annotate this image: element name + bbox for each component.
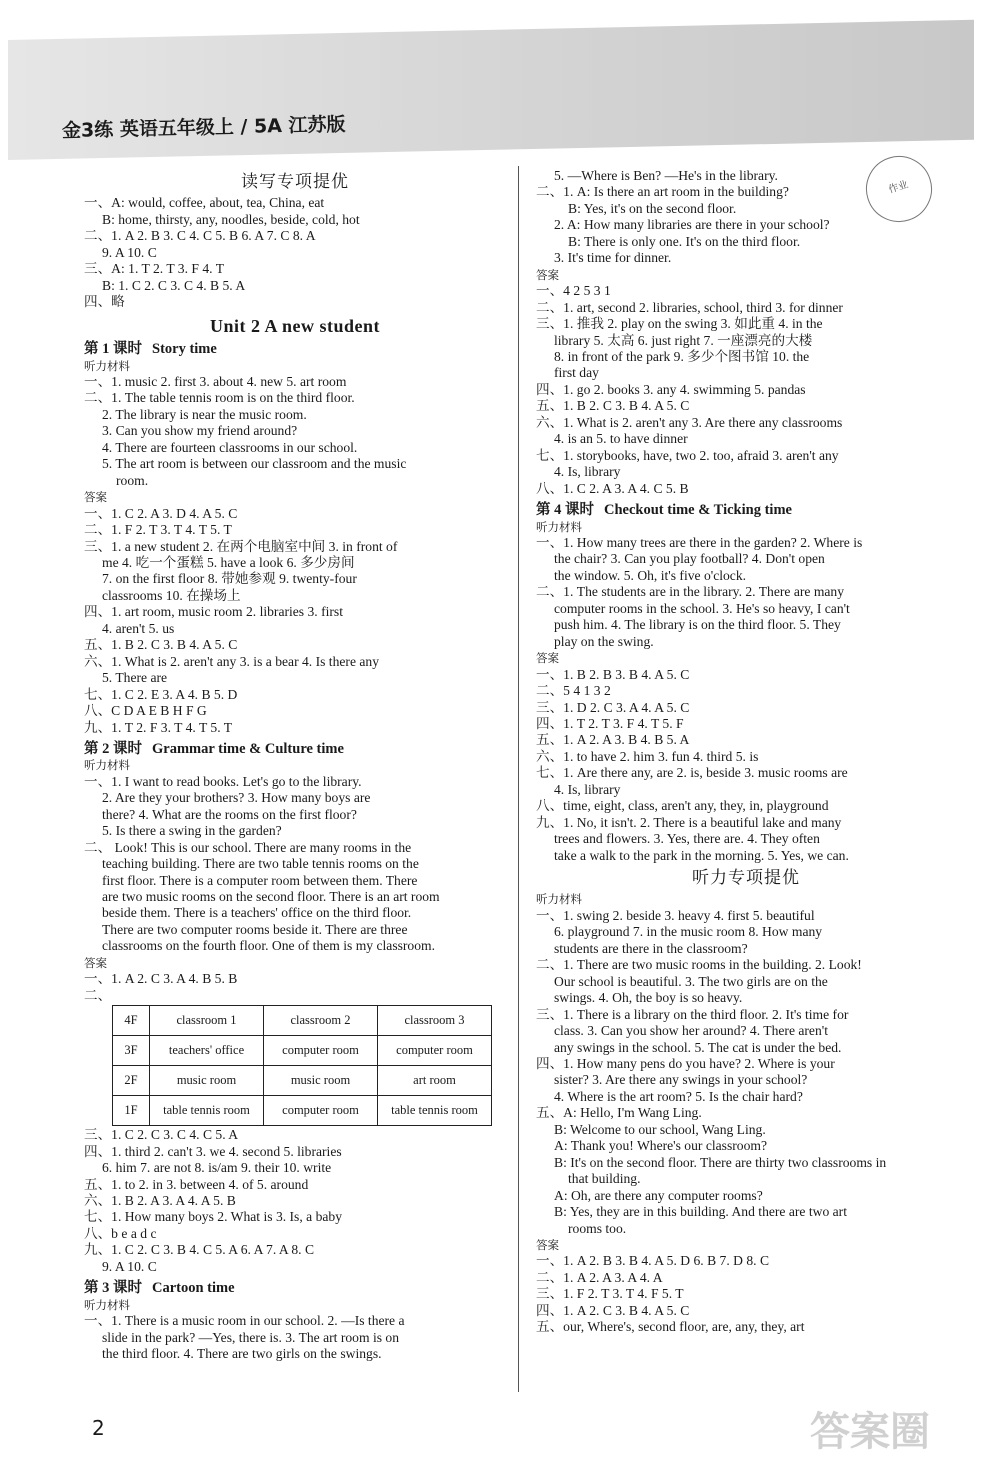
room-cell: classroom 1 — [150, 1006, 264, 1036]
subsection-label: 听力材料 — [536, 519, 582, 534]
text-line: 5. —Where is Ben? —He's in the library. — [554, 168, 778, 183]
text-line: 四、1. third 2. can't 3. we 4. second 5. libraries — [84, 1143, 342, 1159]
text-line: 4. aren't 5. us — [102, 620, 175, 636]
text-line: 一、1. How many trees are there in the garden? 2. Where is — [536, 534, 863, 550]
text-line: 五、1. A 2. A 3. B 4. B 5. A — [536, 732, 690, 748]
text-line: 4. Where is the art room? 5. Is the chair hard? — [554, 1088, 803, 1104]
text-line: first floor. There is a computer room between them. There — [102, 872, 418, 888]
floor-label: 3F — [113, 1036, 150, 1066]
text-line: B: home, thirsty, any, noodles, beside, cold, hot — [102, 211, 360, 227]
text-line: 4. Is, library — [554, 464, 621, 480]
text-line: take a walk to the park in the morning. 5. Yes, we can. — [554, 847, 849, 863]
text-line: 一、1. I want to read books. Let's go to the library. — [84, 773, 362, 789]
text-line: Our school is beautiful. 3. The two girls are on the — [554, 973, 828, 989]
room-cell: music room — [150, 1066, 264, 1096]
lesson-title: Story time — [152, 341, 217, 358]
text-line: the window. 5. Oh, it's five o'clock. — [554, 567, 747, 583]
text-line: class. 3. Can you show her around? 4. There aren't — [554, 1023, 828, 1039]
lesson-number: 第 3 课时 — [84, 1280, 142, 1297]
text-line: 2. The library is near the music room. — [102, 406, 307, 422]
text-line: 四、1. go 2. books 3. any 4. swimming 5. pandas — [536, 381, 806, 397]
lesson-heading — [84, 1280, 506, 1296]
text-line: 九、1. T 2. F 3. T 4. T 5. T — [84, 719, 233, 735]
text-line: 2. A: How many libraries are there in your school? — [554, 217, 830, 233]
text-line: B: 1. C 2. C 3. C 4. B 5. A — [102, 277, 246, 293]
text-line: 九、1. C 2. C 3. B 4. C 5. A 6. A 7. A 8. C — [84, 1242, 315, 1258]
text-line: 5. Is there a swing in the garden? — [102, 823, 282, 839]
column-divider — [518, 166, 519, 1392]
text-line: 9. A 10. C — [102, 244, 157, 260]
text-line: 六、1. What is 2. aren't any 3. is a bear 4. Is there any — [84, 653, 380, 669]
text-line: 七、1. storybooks, have, two 2. too, afraid 3. aren't any — [536, 447, 839, 463]
text-line: library 5. 太高 6. just right 7. 一座漂亮的大楼 — [554, 332, 813, 348]
text-line: 4. There are fourteen classrooms in our school. — [102, 439, 358, 455]
text-line: slide in the park? —Yes, there is. 3. The art room is on — [102, 1329, 400, 1345]
text-line: 三、1. F 2. T 3. T 4. F 5. T — [536, 1286, 684, 1302]
text-line: There are two computer rooms beside it. There are three — [102, 921, 408, 937]
text-line: teaching building. There are two table tennis rooms on the — [102, 856, 419, 872]
text-line: 八、C D A E B H F G — [84, 703, 207, 719]
text-line: 4. Is, library — [554, 781, 621, 797]
text-line: 二、1. The table tennis room is on the third floor. — [84, 390, 355, 406]
floor-label: 2F — [113, 1066, 150, 1096]
floor-label: 4F — [113, 1006, 150, 1036]
text-line: 二、1. A: Is there an art room in the building? — [536, 184, 789, 200]
table-row — [113, 1036, 492, 1066]
lesson-heading — [84, 341, 506, 357]
text-line: play on the swing. — [554, 633, 654, 649]
text-line: B: Welcome to our school, Wang Ling. — [554, 1121, 766, 1137]
text-line: students are there in the classroom? — [554, 940, 748, 956]
text-line: 6. playground 7. in the music room 8. How many — [554, 924, 823, 940]
table-row — [113, 1066, 492, 1096]
subsection-label: 听力材料 — [84, 358, 130, 373]
text-line: B: Yes, it's on the second floor. — [568, 200, 737, 216]
room-cell: table tennis room — [150, 1096, 264, 1126]
table-row — [113, 1096, 492, 1126]
text-line: 二、 — [84, 987, 112, 1003]
text-line: beside them. There is a teachers' office on the third floor. — [102, 905, 412, 921]
text-line: there? 4. What are the rooms on the first floor? — [102, 806, 357, 822]
text-line: B: Yes, they are in this building. And there are two art — [554, 1204, 847, 1220]
text-line: the third floor. 4. There are two girls on the swings. — [102, 1346, 382, 1362]
text-line: 五、1. to 2. in 3. between 4. of 5. around — [84, 1176, 309, 1192]
text-line: are two music rooms on the second floor. There is an art room — [102, 889, 440, 905]
text-line: A: Oh, are there any computer rooms? — [554, 1187, 763, 1203]
right-column — [536, 168, 956, 1336]
lesson-title: Cartoon time — [152, 1280, 235, 1297]
subsection-label: 答案 — [84, 490, 107, 505]
text-line: push him. 4. The library is on the third floor. 5. They — [554, 617, 841, 633]
lesson-title: Grammar time & Culture time — [152, 740, 344, 757]
subsection-label: 答案 — [84, 955, 107, 970]
text-line: 3. Can you show my friend around? — [102, 423, 298, 439]
text-line: 5. The art room is between our classroom and the music — [102, 456, 407, 472]
text-line: 二、1. A 2. B 3. C 4. C 5. B 6. A 7. C 8. A — [84, 228, 316, 244]
room-cell: classroom 3 — [378, 1006, 492, 1036]
text-line: 八、b e a d c — [84, 1225, 157, 1241]
text-line: 3. It's time for dinner. — [554, 250, 672, 266]
text-line: 一、1. A 2. B 3. B 4. A 5. D 6. B 7. D 8. C — [536, 1253, 770, 1269]
section-title: 听力专项提优 — [692, 868, 800, 889]
text-line: swings. 4. Oh, the boy is so heavy. — [554, 990, 743, 1006]
text-line: 七、1. Are there any, are 2. is, beside 3. music rooms are — [536, 765, 848, 781]
text-line: 三、1. 推我 2. play on the swing 3. 如此重 4. in the — [536, 316, 823, 332]
text-line: trees and flowers. 3. Yes, there are. 4. They often — [554, 831, 820, 847]
room-cell: computer room — [264, 1036, 378, 1066]
subsection-label: 答案 — [536, 1238, 559, 1252]
text-line: 三、A: 1. T 2. T 3. F 4. T — [84, 261, 224, 277]
text-line: B: There is only one. It's on the third floor. — [568, 233, 801, 249]
text-line: 一、1. swing 2. beside 3. heavy 4. first 5. beautiful — [536, 907, 815, 923]
watermark-logo: 答案圈 — [810, 1409, 930, 1455]
room-cell: teachers' office — [150, 1036, 264, 1066]
text-line: 5. There are — [102, 670, 168, 686]
text-line: 五、1. B 2. C 3. B 4. A 5. C — [536, 398, 690, 414]
room-cell: classroom 2 — [264, 1006, 378, 1036]
text-line: sister? 3. Are there any swings in your school? — [554, 1072, 808, 1088]
text-line: 2. Are they your brothers? 3. How many boys are — [102, 790, 371, 806]
text-line: 六、1. to have 2. him 3. fun 4. third 5. is — [536, 748, 759, 764]
text-line: me 4. 吃一个蛋糕 5. have a look 6. 多少房间 — [102, 554, 355, 570]
room-cell: computer room — [264, 1096, 378, 1126]
text-line: classrooms on the fourth floor. One of them is my classroom. — [102, 938, 435, 954]
unit-title: Unit 2 A new student — [209, 315, 381, 336]
text-line: B: It's on the second floor. There are thirty two classrooms in — [554, 1154, 887, 1170]
lesson-heading — [84, 741, 506, 757]
book-title: 金3练 英语五年级上 / 5A 江苏版 — [61, 113, 346, 142]
left-column — [84, 168, 506, 1363]
text-line: 五、1. B 2. C 3. B 4. A 5. C — [84, 637, 238, 653]
text-line: 七、1. C 2. E 3. A 4. B 5. D — [84, 686, 238, 702]
text-line: 六、1. B 2. A 3. A 4. A 5. B — [84, 1193, 236, 1209]
subsection-label: 听力材料 — [536, 892, 582, 907]
text-line: computer rooms in the school. 3. He's so heavy, I can't — [554, 600, 850, 616]
text-line: 三、1. There is a library on the third floor. 2. It's time for — [536, 1006, 849, 1022]
page-number: 2 — [92, 1416, 105, 1440]
lesson-number: 第 1 课时 — [84, 341, 142, 358]
text-line: 六、1. What is 2. aren't any 3. Are there any classrooms — [536, 414, 843, 430]
text-line: 二、5 4 1 3 2 — [536, 683, 611, 699]
text-line: 八、1. C 2. A 3. A 4. C 5. B — [536, 480, 689, 496]
text-line: 4. is an 5. to have dinner — [554, 431, 688, 447]
text-line: 7. on the first floor 8. 带她参观 9. twenty-four — [102, 571, 357, 587]
text-line: 二、1. There are two music rooms in the building. 2. Look! — [536, 957, 862, 973]
text-line: 二、1. A 2. A 3. A 4. A — [536, 1269, 663, 1285]
subsection-label: 答案 — [536, 267, 559, 282]
homework-stamp: 作业 — [857, 147, 940, 230]
lesson-heading — [536, 502, 956, 518]
text-line: room. — [116, 472, 149, 488]
lesson-number: 第 4 课时 — [536, 502, 594, 519]
text-line: any swings in the school. 5. The cat is under the bed. — [554, 1039, 842, 1055]
text-line: 一、1. There is a music room in our school. 2. —Is there a — [84, 1313, 405, 1329]
section-title: 读写专项提优 — [241, 172, 349, 192]
room-cell: music room — [264, 1066, 378, 1096]
lesson-number: 第 2 课时 — [84, 740, 142, 757]
text-line: 三、1. a new student 2. 在两个电脑室中间 3. in front of — [84, 538, 398, 554]
text-line: rooms too. — [568, 1220, 627, 1236]
text-line: 七、1. How many boys 2. What is 3. Is, a baby — [84, 1209, 343, 1225]
text-line: 二、1. art, second 2. libraries, school, third 3. for dinner — [536, 299, 843, 315]
room-cell: table tennis room — [378, 1096, 492, 1126]
text-line: 三、1. D 2. C 3. A 4. A 5. C — [536, 699, 690, 715]
text-line: 一、1. B 2. B 3. B 4. A 5. C — [536, 666, 690, 682]
text-line: 八、time, eight, class, aren't any, they, in, playground — [536, 798, 829, 814]
text-line: first day — [554, 365, 599, 381]
text-line: 一、A: would, coffee, about, tea, China, eat — [84, 195, 325, 211]
text-line: 一、4 2 5 3 1 — [536, 283, 611, 299]
table-row — [113, 1006, 492, 1036]
floor-label: 1F — [113, 1096, 150, 1126]
floor-plan-table — [112, 1005, 492, 1126]
text-line: 四、1. How many pens do you have? 2. Where is your — [536, 1056, 835, 1072]
text-line: that building. — [568, 1171, 641, 1187]
text-line: 二、1. The students are in the library. 2. There are many — [536, 584, 845, 600]
subsection-label: 听力材料 — [84, 1297, 130, 1312]
text-line: 四、1. T 2. T 3. F 4. T 5. F — [536, 715, 684, 731]
lesson-title: Checkout time & Ticking time — [604, 502, 792, 519]
text-line: 一、1. music 2. first 3. about 4. new 5. art room — [84, 373, 347, 389]
subsection-label: 听力材料 — [84, 758, 130, 773]
text-line: 8. in front of the park 9. 多少个图书馆 10. the — [554, 348, 810, 364]
text-line: 二、 Look! This is our school. There are many rooms in the — [84, 839, 412, 855]
subsection-label: 答案 — [536, 651, 559, 666]
text-line: classrooms 10. 在操场上 — [102, 587, 241, 603]
room-cell: art room — [378, 1066, 492, 1096]
text-line: 9. A 10. C — [102, 1258, 157, 1274]
room-cell: computer room — [378, 1036, 492, 1066]
text-line: 二、1. F 2. T 3. T 4. T 5. T — [84, 522, 232, 538]
text-line: 一、1. C 2. A 3. D 4. A 5. C — [84, 505, 238, 521]
text-line: 五、A: Hello, I'm Wang Ling. — [536, 1105, 702, 1121]
text-line: 三、1. C 2. C 3. C 4. C 5. A — [84, 1127, 239, 1143]
text-line: 九、1. No, it isn't. 2. There is a beautiful lake and many — [536, 814, 842, 830]
text-line: 四、1. art room, music room 2. libraries 3. first — [84, 604, 343, 620]
text-line: A: Thank you! Where's our classroom? — [554, 1138, 767, 1154]
text-line: 五、our, Where's, second floor, are, any, they, art — [536, 1319, 805, 1335]
text-line: 四、略 — [84, 294, 125, 310]
text-line: 6. him 7. are not 8. is/am 9. their 10. write — [102, 1160, 332, 1176]
text-line: the chair? 3. Can you play football? 4. Don't open — [554, 551, 825, 567]
text-line: 四、1. A 2. C 3. B 4. A 5. C — [536, 1302, 690, 1318]
text-line: 一、1. A 2. C 3. A 4. B 5. B — [84, 971, 238, 987]
